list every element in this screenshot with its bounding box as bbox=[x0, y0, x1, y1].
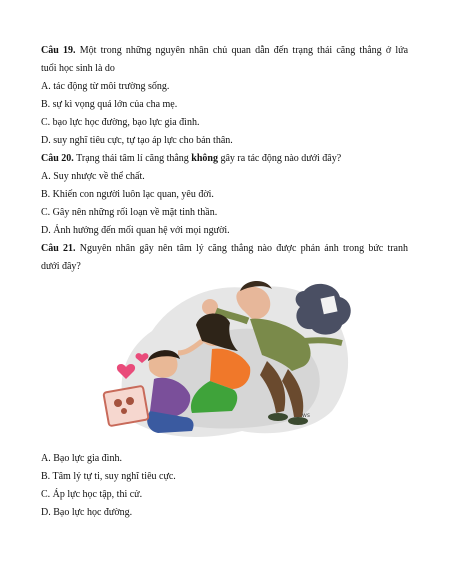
q20-stem bbox=[41, 152, 341, 165]
cartoon-illustration bbox=[92, 271, 357, 443]
q19-option-d: D. suy nghĩ tiêu cực, tự tạo áp lực cho bản thân. bbox=[41, 135, 233, 146]
q19-stem-text: Một trong những nguyên nhân chủ quan dẫn đến trạng thái căng thẳng ở lứa bbox=[79, 45, 409, 56]
q20-option-d: D. Ảnh hưởng đến mối quan hệ với mọi người. bbox=[41, 225, 230, 236]
q19-stem-line1 bbox=[41, 44, 408, 57]
q19-option-c: C. bạo lực học đường, bạo lực gia đình. bbox=[41, 117, 200, 128]
q20-stem-after: gây ra tác động nào dưới đây? bbox=[220, 153, 342, 164]
q20-option-a: A. Suy nhược về thể chất. bbox=[41, 171, 145, 182]
q20-stem-emphasis: không bbox=[191, 153, 218, 164]
q21-option-b: B. Tâm lý tự ti, suy nghĩ tiêu cực. bbox=[41, 471, 176, 482]
q21-option-a: A. Bạo lực gia đình. bbox=[41, 453, 122, 464]
q21-option-c: C. Áp lực học tập, thi cử. bbox=[41, 489, 143, 500]
q19-option-b: B. sự kì vọng quá lớn của cha mẹ. bbox=[41, 99, 178, 110]
q21-number: Câu 21. bbox=[41, 243, 76, 254]
q20-option-b: B. Khiến con người luôn lạc quan, yêu đời. bbox=[41, 189, 214, 200]
q21-stem-line2: dưới đây? bbox=[41, 261, 81, 272]
q20-number: Câu 20. bbox=[41, 153, 74, 164]
q19-stem-line2: tuổi học sinh là do bbox=[41, 63, 115, 74]
q19-number: Câu 19. bbox=[41, 45, 76, 56]
q21-stem-text: Nguyên nhân gây nên tâm lý căng thẳng nào được phản ánh trong bức tranh bbox=[79, 243, 408, 254]
artist-signature: ws bbox=[302, 412, 311, 419]
q21-stem-line1 bbox=[41, 242, 408, 255]
q20-option-c: C. Gây nên những rối loạn về mặt tinh thần. bbox=[41, 207, 218, 218]
q19-option-a: A. tác động từ môi trường sống. bbox=[41, 81, 170, 92]
q21-option-d: D. Bạo lực học đường. bbox=[41, 507, 133, 518]
q20-stem-before: Trạng thái tâm lí căng thẳng bbox=[76, 153, 189, 164]
family-photo-frame bbox=[103, 386, 148, 426]
